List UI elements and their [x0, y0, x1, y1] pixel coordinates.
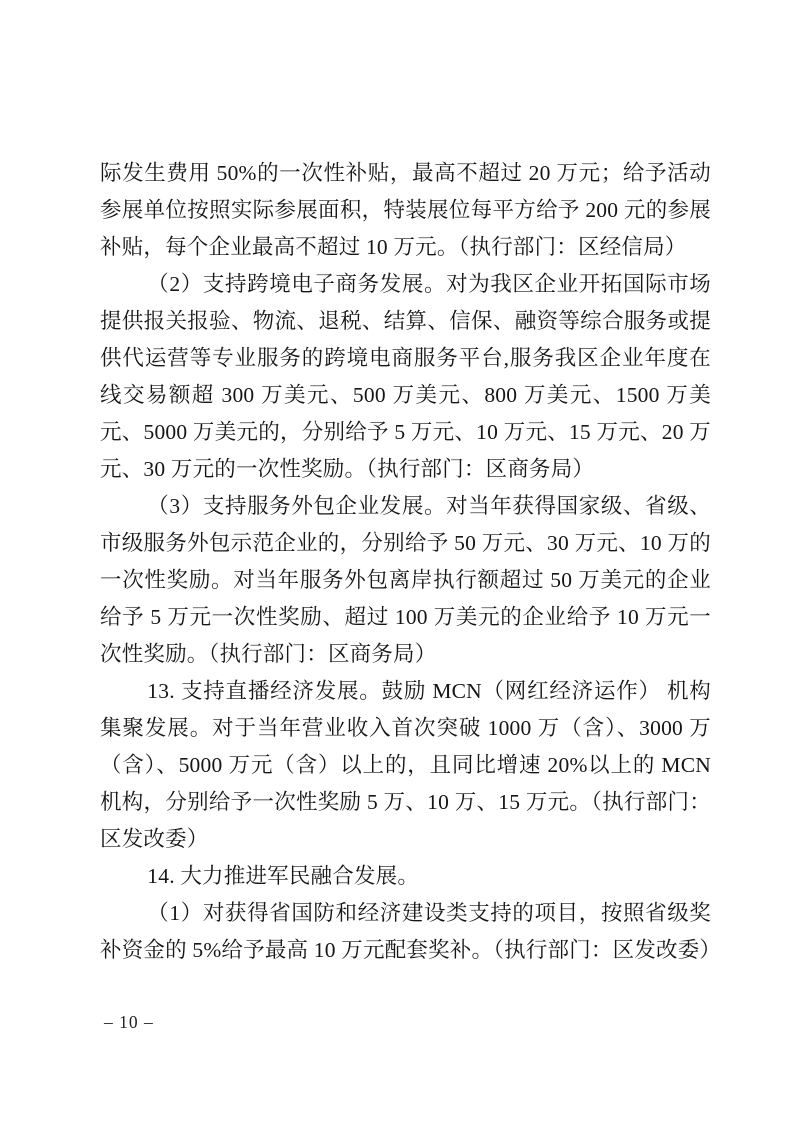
paragraph-continuation: 际发生费用 50%的一次性补贴，最高不超过 20 万元；给予活动参展单位按照实际参展面积，特装展位每平方给予 200 元的参展补贴，每个企业最高不超过 10 万元。（执行部门：区经信局） [100, 161, 711, 259]
paragraph-item-14-1-provincial-defense-projects: （1）对获得省国防和经济建设类支持的项目，按照省级奖补资金的 5%给予最高 10 万元配套奖补。（执行部门：区发改委） [100, 901, 722, 962]
document-body [100, 155, 722, 969]
paragraph-item-2-cross-border-ecommerce: （2）支持跨境电子商务发展。对为我区企业开拓国际市场提供报关报验、物流、退税、结算、信保、融资等综合服务或提供代运营等专业服务的跨境电商服务平台,服务我区企业年度在线交易额超 300 万美元、500 万美元、800 万美元、1500 万美元、5000 万美元的，分别给予 5 万元、10 万元、15 万元、20 万元、30 万元的一次性奖励。（执行部门：区商务局） [100, 272, 711, 481]
paragraph-item-3-service-outsourcing: （3）支持服务外包企业发展。对当年获得国家级、省级、市级服务外包示范企业的，分别给予 50 万元、30 万元、10 万的一次性奖励。对当年服务外包离岸执行额超过 50 万美元的企业给予 5 万元一次性奖励、超过 100 万美元的企业给予 10 万元一次性奖励。（执行部门：区商务局） [100, 494, 711, 666]
paragraph-item-13-livestream-economy: 13. 支持直播经济发展。鼓励 MCN（网红经济运作） 机构集聚发展。对于当年营业收入首次突破 1000 万（含）、3000 万（含）、5000 万元（含）以上的，且同比增速 20%以上的 MCN 机构，分别给予一次性奖励 5 万、10 万、15 万元。（执行部门：区发改委） [100, 679, 711, 851]
paragraph-item-14-military-civil-fusion: 14. 大力推进军民融合发展。 [147, 864, 420, 888]
page-number: – 10 – [104, 1012, 154, 1032]
